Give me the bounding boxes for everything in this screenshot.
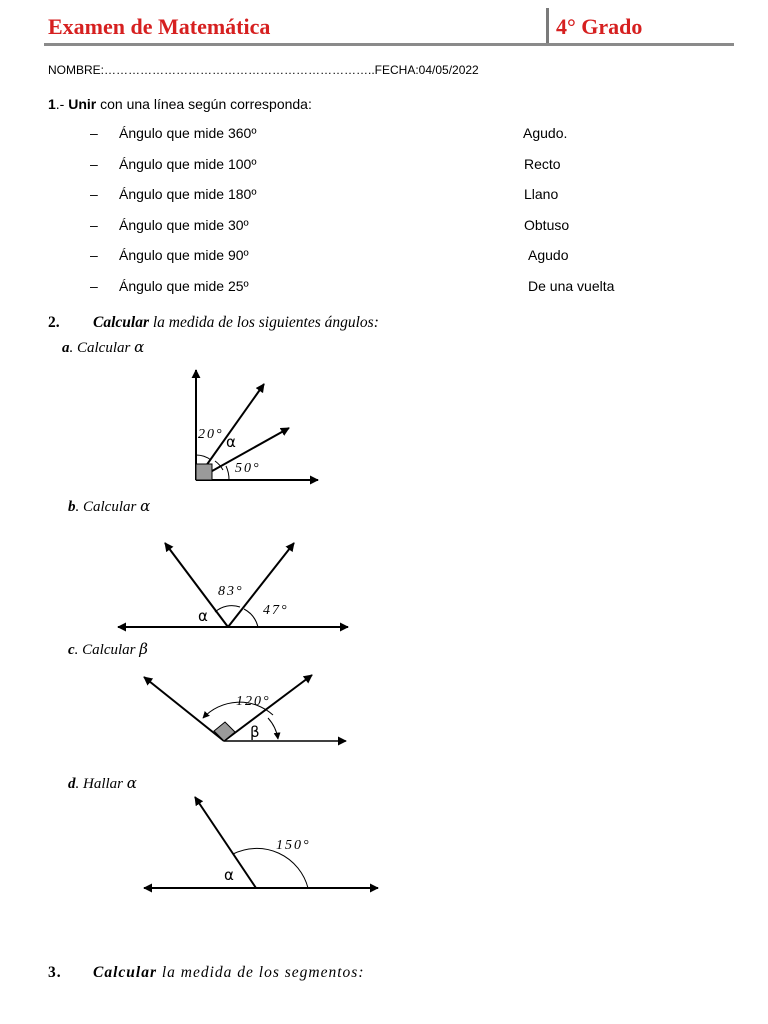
question-1-instruction: con una línea según corresponda:	[96, 96, 312, 112]
grade-label: 4° Grado	[556, 14, 643, 39]
list-dash: –	[90, 125, 98, 141]
angle-label: 47°	[263, 603, 289, 618]
angle-statement: Ángulo que mide 90º	[119, 247, 249, 263]
angle-arc	[244, 609, 258, 627]
right-angle-marker	[196, 464, 212, 480]
angle-statement: Ángulo que mide 30º	[119, 217, 249, 233]
question-2-number: 2.	[48, 314, 60, 331]
beta-symbol: β	[250, 723, 260, 741]
angle-statement: Ángulo que mide 25º	[119, 278, 249, 294]
part-letter: c	[68, 642, 75, 658]
list-dash: –	[90, 247, 98, 263]
angle-label: 150°	[276, 838, 311, 853]
part-text: . Calcular	[75, 499, 141, 515]
angle-statement: Ángulo que mide 360º	[119, 125, 257, 141]
list-dash: –	[90, 278, 98, 294]
question-1-number: 1	[48, 96, 56, 112]
part-symbol: α	[140, 497, 151, 515]
alpha-symbol: α	[198, 607, 208, 625]
angle-arc	[233, 848, 308, 888]
angle-type: Recto	[524, 156, 561, 172]
right-angle-marker	[214, 722, 235, 741]
question-3-instruction: la medida de los segmentos:	[156, 964, 365, 981]
part-letter: d	[68, 776, 76, 792]
angle-arc	[196, 455, 211, 460]
alpha-symbol: α	[226, 433, 236, 451]
question-2-instruction: la medida de los siguientes ángulos:	[148, 314, 379, 331]
part-text: . Calcular	[74, 642, 140, 658]
list-dash: –	[90, 186, 98, 202]
exam-title: Examen de Matemática	[48, 14, 271, 39]
name-date-line: NOMBRE:…………………………………………………………..FECHA:04/05/2022	[48, 63, 479, 77]
angle-statement: Ángulo que mide 100º	[119, 156, 257, 172]
angle-arc	[226, 466, 229, 480]
angle-type: De una vuelta	[528, 278, 615, 294]
part-text: . Hallar	[75, 776, 127, 792]
question-3-heading	[48, 964, 365, 982]
angle-type: Agudo.	[523, 125, 568, 141]
part-letter: a	[62, 340, 70, 356]
diagram-b	[118, 543, 348, 627]
question-3-number: 3.	[48, 964, 62, 981]
angle-statement: Ángulo que mide 180º	[119, 186, 257, 202]
part-text: . Calcular	[69, 340, 135, 356]
angle-arrow-arc	[268, 718, 278, 739]
angle-type: Llano	[524, 186, 559, 202]
ray-left	[144, 677, 224, 741]
angle-label: 120°	[236, 694, 271, 709]
diagram-d	[144, 797, 378, 888]
question-1-keyword: Unir	[68, 96, 97, 112]
part-symbol: α	[134, 338, 145, 356]
question-1-separator: .-	[55, 96, 69, 112]
diagram-a	[196, 370, 318, 480]
angle-type: Agudo	[528, 247, 569, 263]
part-symbol: β	[139, 640, 148, 658]
angle-arc	[215, 606, 240, 612]
angle-label: 50°	[235, 461, 261, 476]
part-letter: b	[68, 499, 76, 515]
angle-type: Obtuso	[524, 217, 570, 233]
question-2-keyword: Calcular	[93, 314, 149, 331]
part-symbol: α	[126, 774, 137, 792]
angle-label: 20°	[198, 427, 224, 442]
list-dash: –	[90, 156, 98, 172]
alpha-symbol: α	[224, 866, 234, 884]
list-dash: –	[90, 217, 98, 233]
question-3-keyword: Calcular	[93, 964, 157, 981]
angle-label: 83°	[218, 584, 244, 599]
diagram-c	[144, 675, 346, 741]
